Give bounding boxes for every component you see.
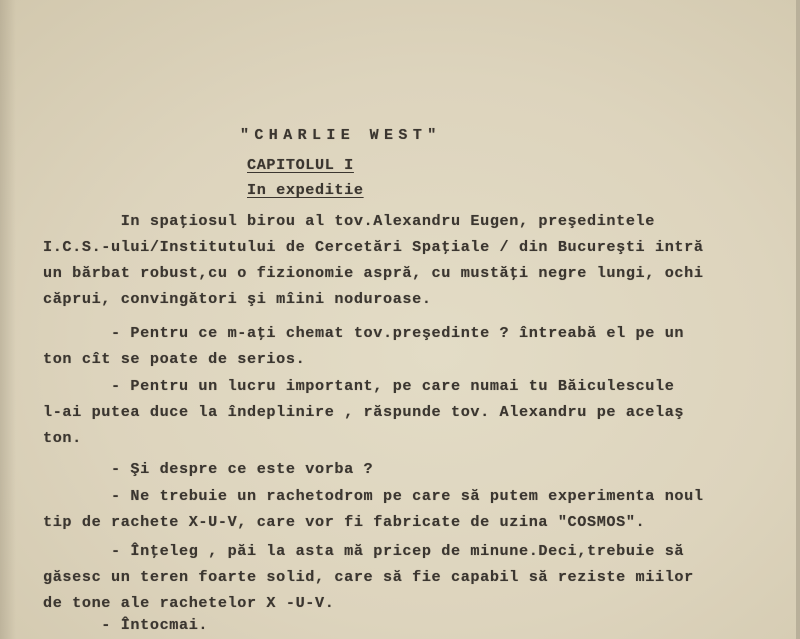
text-line: In spaţiosul birou al tov.Alexandru Eugen, preşedintele: [43, 212, 655, 230]
document-title: "CHARLIE WEST": [240, 127, 442, 144]
text-line: un bărbat robust,cu o fizionomie aspră, cu mustăţi negre lungi, ochi: [43, 264, 704, 282]
chapter-heading: CAPITOLUL I: [247, 156, 354, 174]
text-line: - Pentru un lucru important, pe care numai tu Băiculescule: [43, 377, 675, 395]
page-shadow: [0, 0, 16, 639]
page-edge: [796, 0, 800, 639]
text-line: - Pentru ce m-aţi chemat tov.preşedinte ? întreabă el pe un: [43, 324, 685, 342]
text-line: ton.: [43, 429, 82, 447]
text-line: găsesc un teren foarte solid, care să fie capabil să reziste miilor: [43, 568, 694, 586]
text-line: - Ne trebuie un rachetodrom pe care să putem experimenta noul: [43, 487, 704, 505]
text-line: ton cît se poate de serios.: [43, 350, 306, 368]
text-line: I.C.S.-ului/Institutului de Cercetări Spaţiale / din Bucureşti intră: [43, 238, 704, 256]
text-line: - Şi despre ce este vorba ?: [43, 460, 374, 478]
text-line: de tone ale rachetelor X -U-V.: [43, 594, 335, 612]
text-line: - Întocmai.: [43, 616, 209, 634]
text-line: l-ai putea duce la îndeplinire , răspunde tov. Alexandru pe acelaş: [43, 403, 685, 421]
text-line: tip de rachete X-U-V, care vor fi fabricate de uzina "COSMOS".: [43, 513, 646, 531]
text-line: - Înţeleg , păi la asta mă pricep de minune.Deci,trebuie să: [43, 542, 685, 560]
chapter-subtitle: In expeditie: [247, 181, 364, 199]
text-line: căprui, convingători şi mîini noduroase.: [43, 290, 432, 308]
